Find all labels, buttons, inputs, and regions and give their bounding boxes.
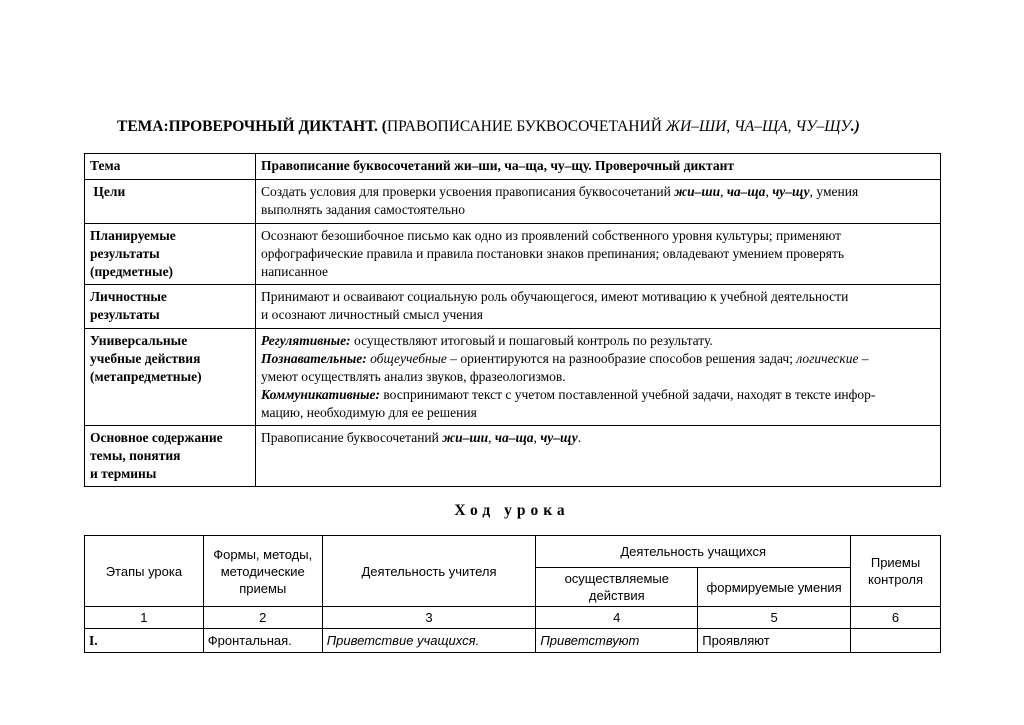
steps-header-row xyxy=(85,536,941,568)
col-number: 5 xyxy=(698,607,851,629)
info-row-universal-actions xyxy=(85,329,941,426)
title-bold: ТЕМА:ПРОВЕРОЧНЫЙ ДИКТАНТ. ( xyxy=(117,118,387,135)
info-row-topic xyxy=(85,154,941,180)
info-row-goals xyxy=(85,180,941,224)
title-end: .) xyxy=(850,118,860,135)
section-title: Ход урока xyxy=(454,502,570,519)
topic-value: Правописание буквосочетаний жи–ши, ча–ща, чу–щу. Проверочный диктант xyxy=(256,154,941,180)
col-number: 1 xyxy=(85,607,204,629)
stage-cell: I. xyxy=(85,629,204,653)
info-row-personal-results xyxy=(85,285,941,329)
header-teacher: Деятельность учителя xyxy=(322,536,536,607)
header-students: Деятельность учащихся xyxy=(536,536,851,568)
skills-cell: Проявляют xyxy=(698,629,851,653)
main-content-label: Основное содержание темы, понятия и термины xyxy=(85,426,256,487)
steps-numbers-row xyxy=(85,607,941,629)
actions-cell: Приветствуют xyxy=(536,629,698,653)
title-italic: ЖИ–ШИ, ЧА–ЩА, ЧУ–ЩУ xyxy=(665,118,851,135)
col-number: 3 xyxy=(322,607,536,629)
universal-actions-label: Универсальные учебные действия (метапредметные) xyxy=(85,329,256,426)
info-row-subject-results xyxy=(85,224,941,285)
subject-results-value: Осознают безошибочное письмо как одно из проявлений собственного уровня культуры; применяют орфографические правила и правила постановки знаков препинания; овладевают умением проверять написанное xyxy=(256,224,941,285)
goals-value: Создать условия для проверки усвоения правописания буквосочетаний жи–ши, ча–ща, чу–щу, умения выполнять задания самостоятельно xyxy=(256,180,941,224)
universal-actions-value: Регулятивные: осуществляют итоговый и пошаговый контроль по результату. Познавательные: общеучебные – ориентируются на разнообразие способов решения задач; логические – умеют осуществлять анализ звуков, фразеологизмов. Коммуникативные: воспринимают текст с учетом поставленной учебной задачи, находят в тексте инфор- мацию, необходимую для ее решения xyxy=(256,329,941,426)
form-cell: Фронтальная. xyxy=(203,629,322,653)
lesson-steps-table xyxy=(84,535,941,653)
header-skills: формируемые умения xyxy=(698,568,851,607)
header-control: Приемы контроля xyxy=(851,536,941,607)
info-row-main-content xyxy=(85,426,941,487)
title-normal: ПРАВОПИСАНИЕ БУКВОСОЧЕТАНИЙ xyxy=(386,118,666,135)
personal-results-value: Принимают и осваивают социальную роль обучающегося, имеют мотивацию к учебной деятельности и осознают личностный смысл учения xyxy=(256,285,941,329)
topic-label: Тема xyxy=(85,154,256,180)
col-number: 6 xyxy=(851,607,941,629)
header-stages: Этапы урока xyxy=(85,536,204,607)
goals-label: Цели xyxy=(85,180,256,224)
col-number: 4 xyxy=(536,607,698,629)
page-title xyxy=(117,118,917,136)
control-cell xyxy=(851,629,941,653)
steps-row xyxy=(85,629,941,653)
header-actions: осуществляемые действия xyxy=(536,568,698,607)
subject-results-label: Планируемые результаты (предметные) xyxy=(85,224,256,285)
personal-results-label: Личностные результаты xyxy=(85,285,256,329)
col-number: 2 xyxy=(203,607,322,629)
teacher-cell: Приветствие учащихся. xyxy=(322,629,536,653)
header-forms: Формы, методы, методические приемы xyxy=(203,536,322,607)
lesson-info-table xyxy=(84,153,941,487)
main-content-value: Правописание буквосочетаний жи–ши, ча–ща, чу–щу. xyxy=(256,426,941,487)
